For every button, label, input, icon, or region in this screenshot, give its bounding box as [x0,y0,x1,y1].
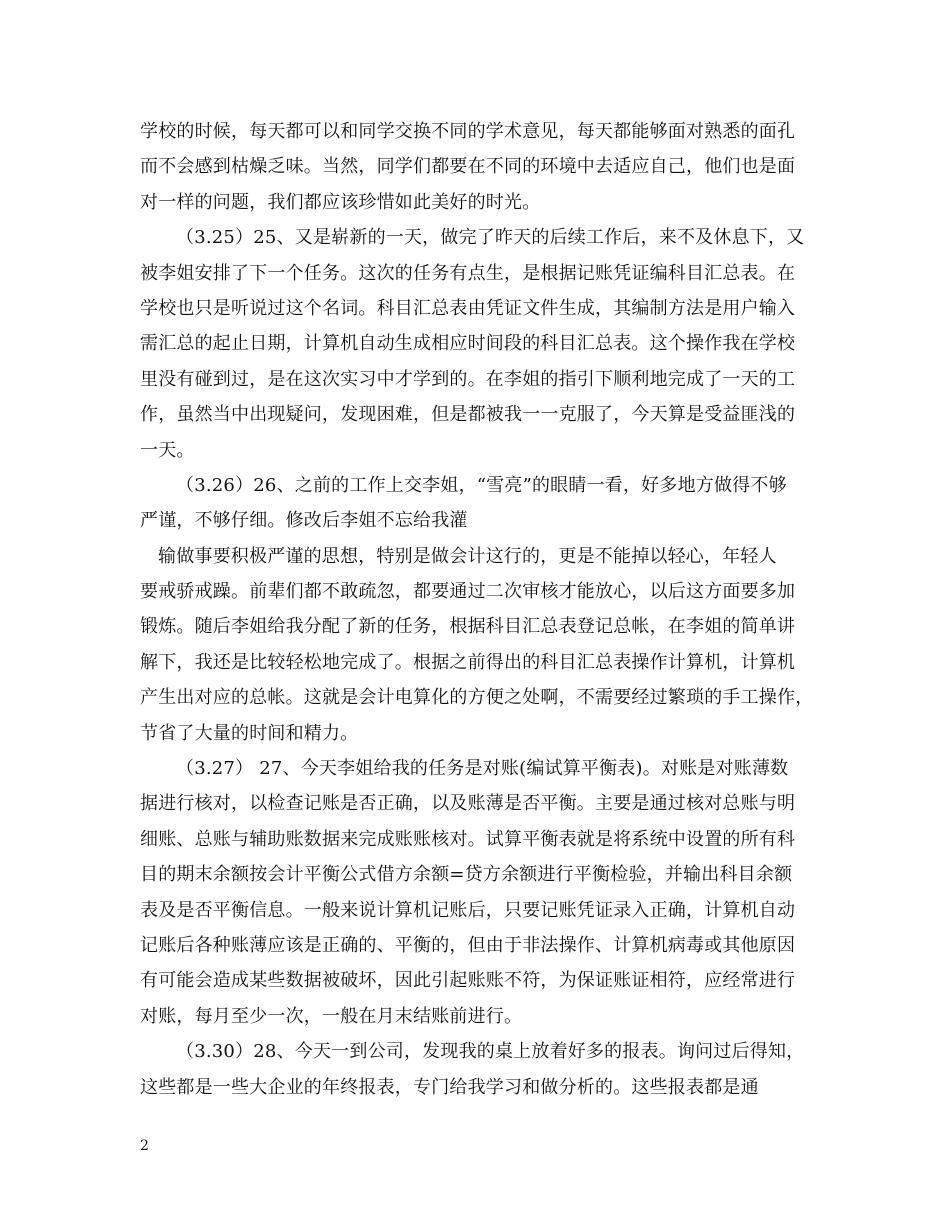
text-line: （3.30）28、今天一到公司，发现我的桌上放着好多的报表。询问过后得知， [176,1041,805,1063]
text-line: 对账，每月至少一次，一般在月末结账前进行。 [140,1005,523,1027]
text-line: 产生出对应的总帐。这就是会计电算化的方便之处啊，不需要经过繁琐的手工操作， [140,687,814,709]
text-line: 对一样的问题，我们都应该珍惜如此美好的时光。 [140,191,541,213]
text-line: 学校也只是听说过这个名词。科目汇总表由凭证文件生成，其编制方法是用户输入 [140,297,796,319]
page-number: 2 [140,1138,149,1154]
document-body [140,114,820,1105]
text-line: （3.26）26、之前的工作上交李姐，“雪亮”的眼睛一看，好多地方做得不够 [176,474,787,496]
text-line: 记账后各种账薄应该是正确的、平衡的，但由于非法操作、计算机病毒或其他原因 [140,934,796,956]
text-line: 一天。 [140,439,195,461]
text-line: 严谨，不够仔细。修改后李姐不忘给我灌 [140,510,468,532]
text-line: 目的期末余额按会计平衡公式借方余额=贷方余额进行平衡检验，并输出科目余额 [140,864,793,886]
text-line: 学校的时候，每天都可以和同学交换不同的学术意见，每天都能够面对熟悉的面孔 [140,121,796,142]
text-line: 被李姐安排了下一个任务。这次的任务有点生，是根据记账凭证编科目汇总表。在 [140,262,796,284]
text-line: 需汇总的起止日期，计算机自动生成相应时间段的科目汇总表。这个操作我在学校 [140,333,796,355]
text-line: 输做事要积极严谨的思想，特别是做会计这行的，更是不能掉以轻心，年轻人 [158,545,777,567]
text-line: （3.27） 27、今天李姐给我的任务是对账(编试算平衡表)。对账是对账薄数 [176,758,789,780]
text-line: 解下，我还是比较轻松地完成了。根据之前得出的科目汇总表操作计算机，计算机 [140,651,796,673]
text-line: 要戒骄戒躁。前辈们都不敢疏忽，都要通过二次审核才能放心，以后这方面要多加 [140,581,796,603]
text-line: （3.25）25、又是崭新的一天，做完了昨天的后续工作后，来不及休息下，又 [176,227,805,249]
text-line: 这些都是一些大企业的年终报表，专门给我学习和做分析的。这些报表都是通 [140,1076,759,1098]
text-line: 细账、总账与辅助账数据来完成账账核对。试算平衡表就是将系统中设置的所有科 [140,828,796,850]
text-line: 有可能会造成某些数据被破坏，因此引起账账不符，为保证账证相符，应经常进行 [140,970,796,992]
text-line: 节省了大量的时间和精力。 [140,722,359,744]
text-line: 里没有碰到过，是在这次实习中才学到的。在李姐的指引下顺利地完成了一天的工 [140,368,796,390]
text-line: 作，虽然当中出现疑问，发现困难，但是都被我一一克服了，今天算是受益匪浅的 [140,404,796,426]
text-line: 而不会感到枯燥乏味。当然，同学们都要在不同的环境中去适应自己，他们也是面 [140,156,796,178]
text-line: 据进行核对，以检查记账是否正确，以及账薄是否平衡。主要是通过核对总账与明 [140,793,796,815]
text-line: 表及是否平衡信息。一般来说计算机记账后，只要记账凭证录入正确，计算机自动 [140,899,796,921]
text-line: 锻炼。随后李姐给我分配了新的任务，根据科目汇总表登记总帐，在李姐的简单讲 [140,616,796,638]
